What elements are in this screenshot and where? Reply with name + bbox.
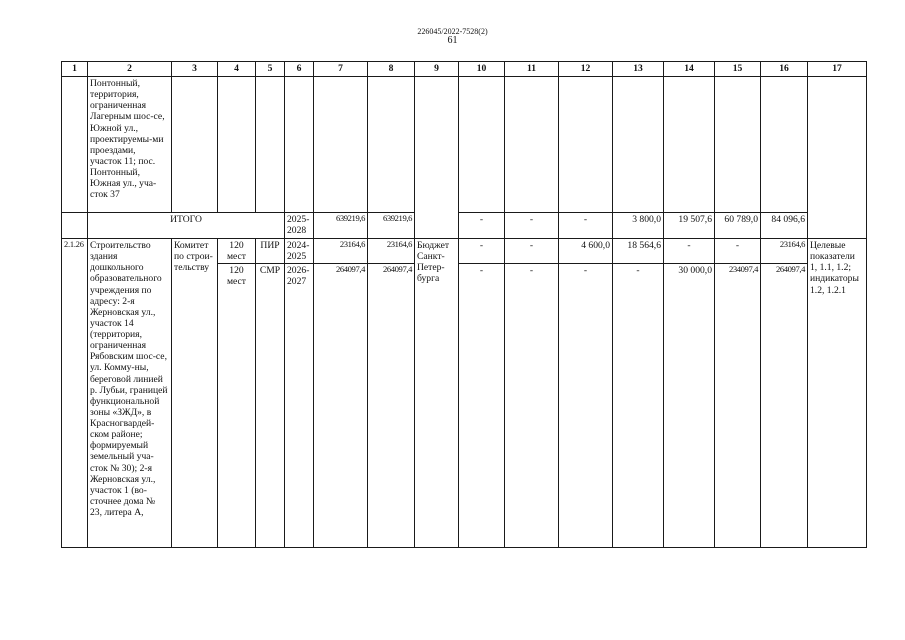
value-col13: 18 564,6 [613,239,664,264]
column-number: 7 [314,62,368,77]
column-number: 8 [368,62,415,77]
column-number: 6 [285,62,314,77]
value-col8: 264097,4 [368,264,415,548]
column-number: 12 [559,62,613,77]
value-col10: - [459,264,505,548]
column-number: 4 [218,62,256,77]
period: 2024-2025 [285,239,314,264]
total-period: 2025-2028 [285,213,314,239]
total-col16: 84 096,6 [761,213,808,239]
value-col15: 234097,4 [715,264,761,548]
item-row-pir [62,239,867,264]
column-number: 11 [505,62,559,77]
value-col7: 23164,6 [314,239,368,264]
value-col14: 30 000,0 [664,264,715,548]
column-number: 14 [664,62,715,77]
column-number: 3 [172,62,218,77]
cell-empty [459,77,505,213]
total-col8: 639219,6 [368,213,415,239]
cell-empty [62,213,88,239]
cell-empty [218,77,256,213]
column-number: 16 [761,62,808,77]
stage: ПИР [256,239,285,264]
document-number: 226045/2022-7528(2) [417,27,488,36]
cell-empty [715,77,761,213]
total-col15: 60 789,0 [715,213,761,239]
value-col12: - [559,264,613,548]
item-number: 2.1.26 [62,239,88,548]
total-col7: 639219,6 [314,213,368,239]
column-number: 5 [256,62,285,77]
value-col16: 23164,6 [761,239,808,264]
cell-empty [559,77,613,213]
item-customer: Комитет по строи-тельству [172,239,218,548]
total-col14: 19 507,6 [664,213,715,239]
capacity: 120 мест [218,264,256,548]
value-col12: 4 600,0 [559,239,613,264]
continued-address: Понтонный, территория, ограниченная Лагерным шос-се, Южной ул., проектируемы-ми проездами, участок 11; пос. Понтонный, Южная ул., уча-сток 37 [88,77,172,213]
cell-empty [285,77,314,213]
column-number: 2 [88,62,172,77]
column-number: 15 [715,62,761,77]
funding-source: Бюджет Санкт-Петер-бурга [415,239,459,548]
cell-empty [415,77,459,239]
cell-empty [613,77,664,213]
value-col13: - [613,264,664,548]
total-col12: - [559,213,613,239]
column-number: 1 [62,62,88,77]
program-table [61,61,867,548]
page-number: 61 [447,35,458,46]
cell-empty [664,77,715,213]
total-col13: 3 800,0 [613,213,664,239]
cell-empty [62,77,88,213]
column-number: 13 [613,62,664,77]
value-col16: 264097,4 [761,264,808,548]
item-name: Строительство здания дошкольного образовательного учреждения по адресу: 2-я Жерновская ул., участок 14 (территория, ограниченная Рябовским шос-се, ул. Комму-ны, береговой линией р. Лубьи, границей функциональной зоны «ЗЖД», в Красногвардей-ском районе; формируемый земельный уча-сток № 30); 2-я Жерновская ул., участок 1 (во-сточнее дома № 23, литера А, [88,239,172,548]
value-col8: 23164,6 [368,239,415,264]
total-col11: - [505,213,559,239]
cell-empty [505,77,559,213]
cell-empty [368,77,415,213]
cell-empty [314,77,368,213]
cell-empty [761,77,808,213]
cell-empty [172,77,218,213]
total-label: ИТОГО [88,213,285,239]
column-number: 17 [808,62,867,77]
cell-empty [808,77,867,239]
capacity: 120 мест [218,239,256,264]
total-col10: - [459,213,505,239]
value-col10: - [459,239,505,264]
stage: СМР [256,264,285,548]
period: 2026-2027 [285,264,314,548]
target-indicators: Целевые показатели 1, 1.1, 1.2; индикаторы 1.2, 1.2.1 [808,239,867,548]
value-col14: - [664,239,715,264]
total-row [62,213,867,239]
value-col11: - [505,239,559,264]
value-col11: - [505,264,559,548]
value-col7: 264097,4 [314,264,368,548]
value-col15: - [715,239,761,264]
column-number-row [62,62,867,77]
cell-empty [256,77,285,213]
continuation-row [62,77,867,213]
column-number: 10 [459,62,505,77]
column-number: 9 [415,62,459,77]
